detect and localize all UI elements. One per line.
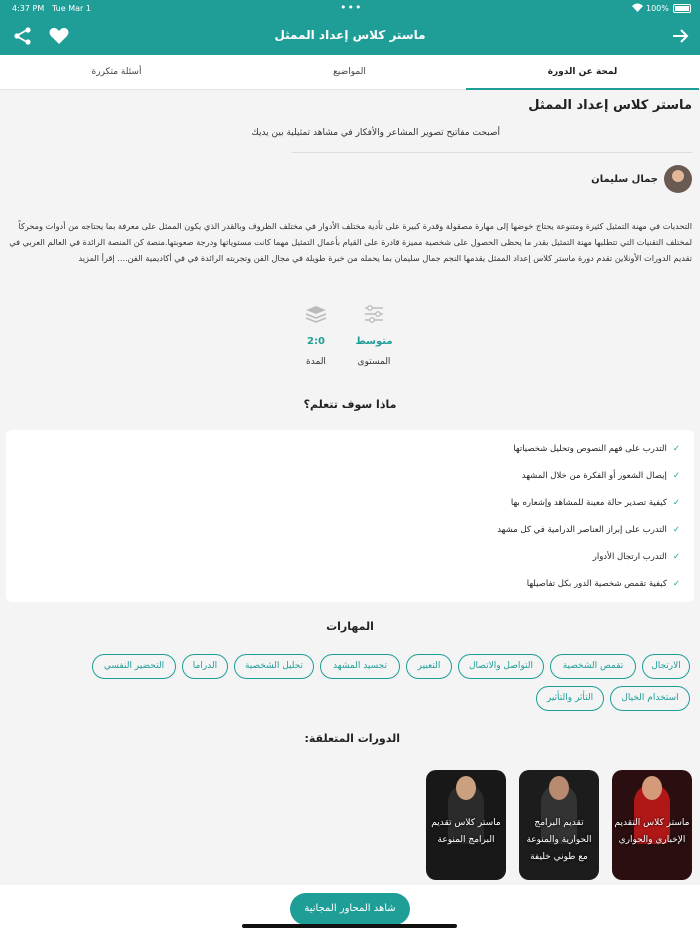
arrow-right-icon[interactable]: [670, 25, 692, 47]
level-value: متوسط: [355, 336, 393, 347]
course-card-title: ماستر كلاس تقديم البرامج المنوعة: [431, 818, 501, 845]
duration-stat: [286, 302, 346, 367]
tab-faq[interactable]: أسئلة متكررة: [91, 67, 142, 77]
skill-chip[interactable]: التواصل والاتصال: [458, 654, 544, 679]
check-icon: ✓: [672, 525, 680, 535]
learn-title: ماذا سوف تتعلم؟: [303, 398, 397, 411]
check-icon: ✓: [672, 579, 680, 589]
related-course-card[interactable]: [612, 770, 692, 880]
home-indicator[interactable]: [242, 924, 457, 928]
related-title: الدورات المتعلقة:: [304, 732, 400, 745]
course-subtitle: أصبحت مفاتيح تصوير المشاعر والأفكار في مشاهد تمثيلية بين يديك: [251, 128, 500, 138]
list-item: ✓كيفية تصدير حالة معينة للمشاهد وإشعاره بها: [510, 498, 680, 508]
list-item: ✓التدرب على فهم النصوص وتحليل شخصياتها: [513, 444, 680, 454]
list-item: ✓التدرب ارتجال الأدوار: [592, 552, 680, 562]
skill-chip[interactable]: تجسيد المشهد: [320, 654, 400, 679]
list-item: ✓التدرب على إبراز العناصر الدرامية في كل مشهد: [497, 525, 680, 535]
instructor-name[interactable]: جمال سليمان: [591, 174, 658, 185]
battery-icon: [673, 4, 691, 13]
list-item: ✓كيفية تقمص شخصية الدور بكل تفاصيلها: [526, 579, 680, 589]
course-overview[interactable]: [0, 90, 700, 885]
battery-percent: 100%: [646, 4, 669, 13]
tab-bar: [0, 55, 700, 90]
duration-label: المدة: [306, 357, 326, 367]
course-card-title: ماستر كلاس التقديم الإخباري والحواري: [614, 818, 690, 845]
watch-free-lessons-button[interactable]: شاهد المحاور المجانية: [290, 893, 410, 925]
status-bar: [0, 0, 700, 17]
skill-chip[interactable]: التعبير: [406, 654, 452, 679]
list-item: ✓إيصال الشعور أو الفكرة من خلال المشهد: [521, 471, 680, 481]
status-time: 4:37 PM: [12, 4, 45, 13]
skill-chip[interactable]: التحضير النفسي: [92, 654, 176, 679]
course-title: ماستر كلاس إعداد الممثل: [528, 98, 692, 113]
related-course-card[interactable]: [426, 770, 506, 880]
bottom-bar: [0, 885, 700, 934]
check-icon: ✓: [672, 444, 680, 454]
tab-overview[interactable]: لمحة عن الدورة: [466, 55, 699, 90]
skill-chip[interactable]: الارتجال: [642, 654, 690, 679]
level-label: المستوى: [357, 357, 391, 367]
skills-title: المهارات: [326, 620, 374, 633]
skill-chip[interactable]: استخدام الخيال: [610, 686, 690, 711]
tab-topics[interactable]: المواضيع: [333, 67, 366, 77]
skill-chip[interactable]: تحليل الشخصية: [234, 654, 314, 679]
wifi-icon: [632, 3, 643, 15]
top-app-bar: [0, 17, 700, 55]
multitask-dots[interactable]: •••: [340, 1, 363, 14]
check-icon: ✓: [672, 471, 680, 481]
stack-icon: [304, 302, 328, 326]
course-card-title: تقديم البرامج الحوارية والمنوعة مع طوني خليفة: [526, 818, 592, 862]
duration-value: 2:0: [307, 336, 325, 347]
sliders-icon: [362, 302, 386, 326]
level-stat: [344, 302, 404, 367]
page-title: ماستر كلاس إعداد الممثل: [274, 28, 426, 42]
skill-chip[interactable]: التأثر والتأثير: [536, 686, 604, 711]
check-icon: ✓: [672, 552, 680, 562]
skill-chip[interactable]: الدراما: [182, 654, 228, 679]
related-course-card[interactable]: [519, 770, 599, 880]
learn-card: [6, 430, 694, 602]
check-icon: ✓: [672, 498, 680, 508]
divider: [292, 152, 692, 153]
status-date: Tue Mar 1: [52, 4, 91, 13]
skill-chip[interactable]: تقمص الشخصية: [550, 654, 636, 679]
course-description: التحديات في مهنة التمثيل كثيرة ومتنوعة يحتاج خوضها إلى مهارة مصقولة وقدرة كبيرة على تأدية مختلف الأدوار في مختلف الظروف وبالقدر الذي يكون الممثل على معرفة بما يحتاجه من أدوات ومحركاً لمختلف التقنيات التي تتطلبها مهنة التمثيل بقدر ما يحظى الحصول على شخصية مميزة قادرة على القيام بأعمال التمثيل مهما كانت مستوياتها ودرجة صعوبتها.منصة كن المنصة الرائدة في العالم العربي في تقديم الدورات الأونلاين تقدم دورة ماستر كلاس إعداد الممثل يقدمها النجم جمال سليمان بما يحمله من خبرة طويلة في مجال الفن وتجربته الرائدة في في أكاديمية الفن.... إقرأ المزيد: [9, 221, 692, 263]
avatar[interactable]: [664, 165, 692, 193]
